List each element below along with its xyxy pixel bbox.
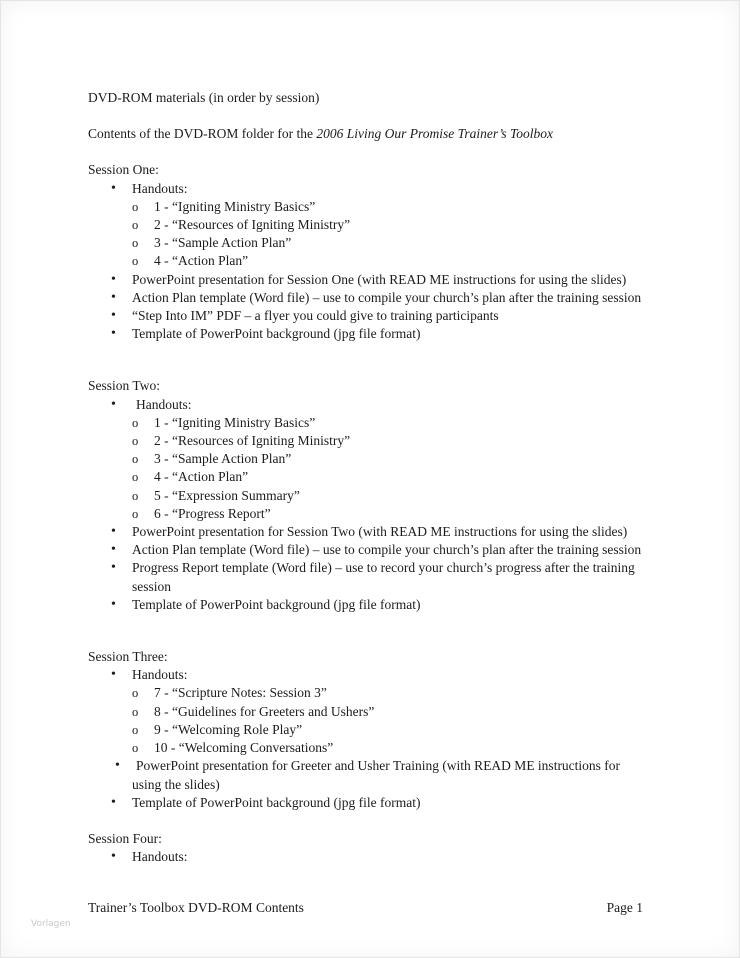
handout-item: o 3 - “Sample Action Plan” [88,234,688,252]
list-item: • Template of PowerPoint background (jpg file format) [88,325,688,343]
handout-item: o 1 - “Igniting Ministry Basics” [88,414,688,432]
list-item: • Handouts: o 1 - “Igniting Ministry Basics” o 2 - “Resources of Igniting Ministry” o 3 - “Sample Action Plan” o 4 - “Action Plan” [88,180,688,271]
handout-item: o 8 - “Guidelines for Greeters and Ushers” [88,703,688,721]
list-item: • Handouts: o 1 - “Igniting Ministry Basics” o 2 - “Resources of Igniting Ministry” o 3 - “Sample Action Plan” o 4 - “Action Plan” o 5 - “Expression Summary” o 6 - “Progress Report” [88,396,688,523]
toolbox-title: 2006 Living Our Promise Trainer’s Toolbox [316,126,554,142]
list-item: • Progress Report template (Word file) – use to record your church’s progress after the training session [88,559,688,595]
list-item: • Action Plan template (Word file) – use to compile your church’s plan after the training session [88,289,688,307]
page-footer [88,900,643,916]
handout-list [132,684,688,757]
session-heading: Session Three: [88,649,168,665]
handout-item: o 1 - “Igniting Ministry Basics” [88,198,688,216]
handout-item: o 6 - “Progress Report” [88,505,688,523]
handout-item: o 2 - “Resources of Igniting Ministry” [88,216,688,234]
document-title: DVD-ROM materials (in order by session) [88,90,320,105]
session-heading: Session One: [88,162,159,178]
session-list [88,848,688,866]
session-list [88,180,688,344]
handout-item: o 4 - “Action Plan” [88,468,688,486]
list-item: • PowerPoint presentation for Session Two (with READ ME instructions for using the slides) [88,523,688,541]
document-body [88,89,688,866]
list-item: • Handouts: o 7 - “Scripture Notes: Session 3” o 8 - “Guidelines for Greeters and Ushers” o 9 - “Welcoming Role Play” o 10 - “Welcoming Conversations” [88,666,688,757]
watermark-text: Vorlagen [31,919,71,929]
contents-intro-text: Contents of the DVD-ROM folder for the [88,126,317,142]
handout-item: o 9 - “Welcoming Role Play” [88,721,688,739]
list-item: • Action Plan template (Word file) – use to compile your church’s plan after the training session [88,541,688,559]
handout-list [132,414,688,523]
list-item: • “Step Into IM” PDF – a flyer you could give to training participants [88,307,688,325]
session-list [88,666,688,812]
handout-list [132,198,688,271]
session-list [88,396,688,614]
handout-item: o 7 - “Scripture Notes: Session 3” [88,684,688,702]
list-item: • Handouts: [88,848,688,866]
list-item: • Template of PowerPoint background (jpg file format) [88,596,688,614]
handout-item: o 2 - “Resources of Igniting Ministry” [88,432,688,450]
contents-intro [88,125,688,143]
list-item: • PowerPoint presentation for Greeter and Usher Training (with READ ME instructions for using the slides) [88,757,688,793]
handout-item: o 5 - “Expression Summary” [88,487,688,505]
handout-item: o 4 - “Action Plan” [88,252,688,270]
list-item: • PowerPoint presentation for Session One (with READ ME instructions for using the slides) [88,271,688,289]
footer-title: Trainer’s Toolbox DVD-ROM Contents [88,900,304,915]
list-item: • Template of PowerPoint background (jpg file format) [88,794,688,812]
page-number: Page 1 [606,900,643,915]
session-heading: Session Four: [88,830,162,846]
handout-item: o 10 - “Welcoming Conversations” [88,739,688,757]
handout-item: o 3 - “Sample Action Plan” [88,450,688,468]
session-heading: Session Two: [88,378,160,394]
